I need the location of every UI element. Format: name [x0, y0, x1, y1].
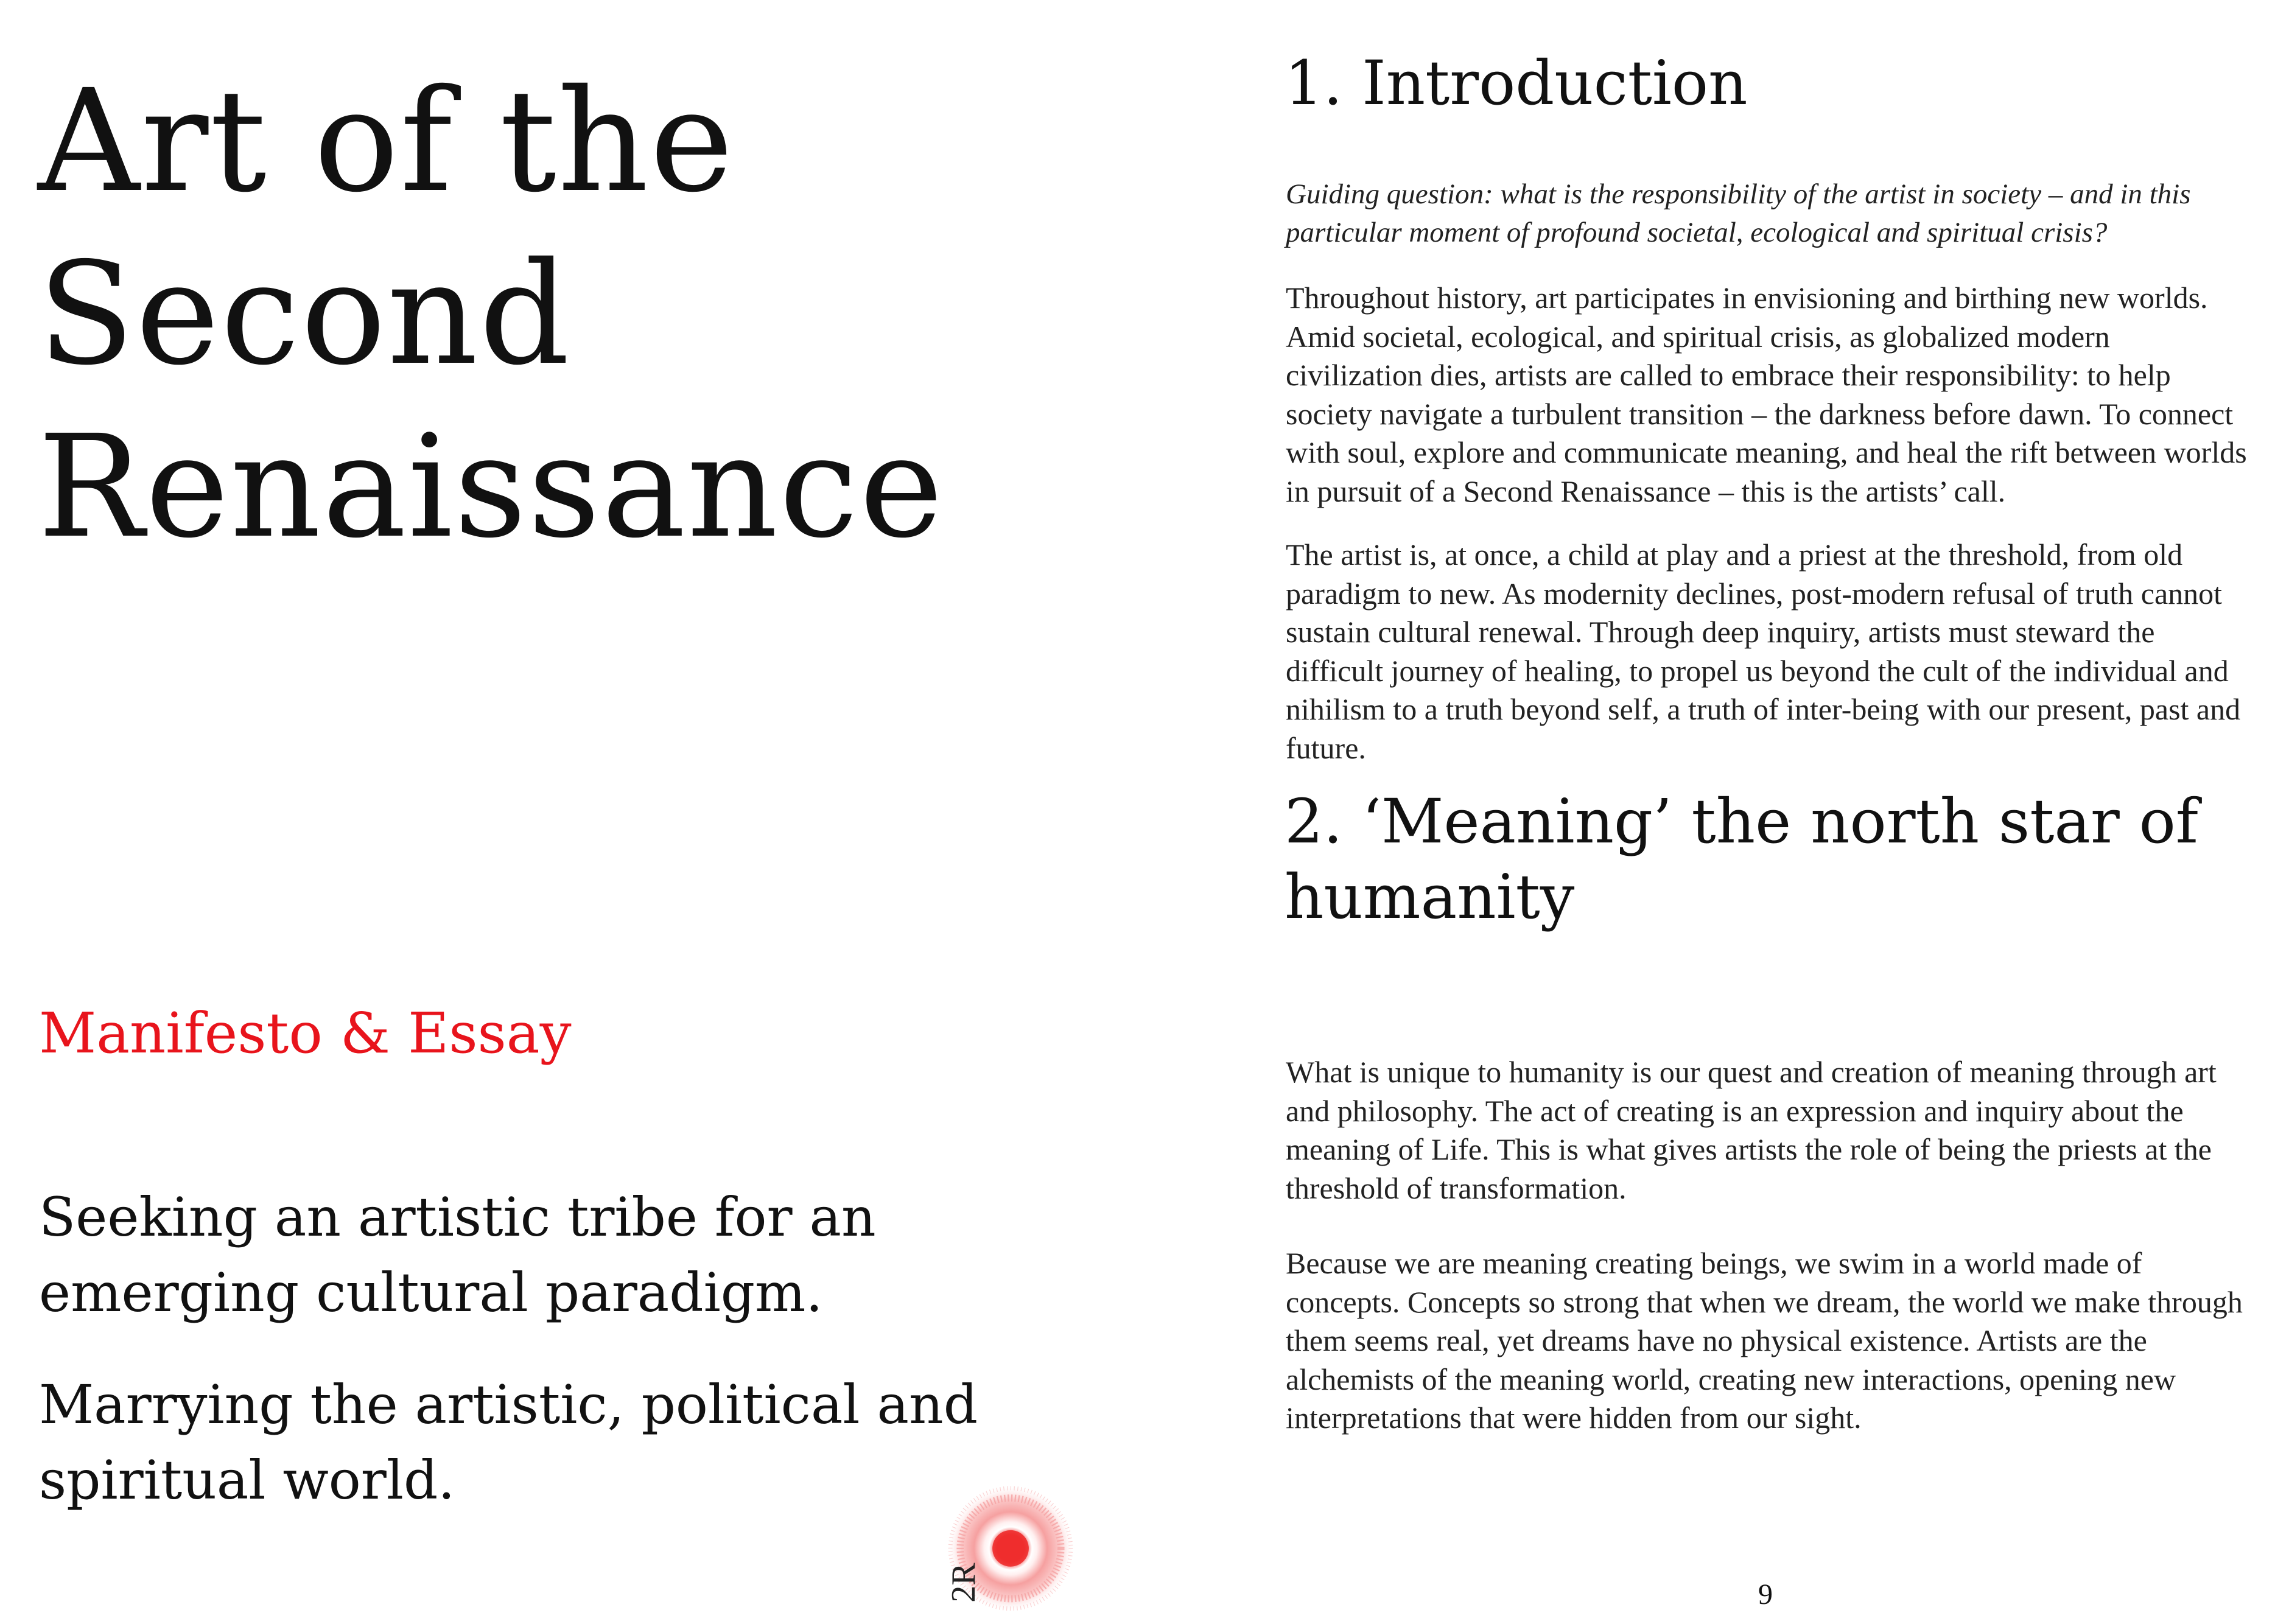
title-line-2: Second [38, 232, 571, 396]
section-2-paragraph-2: Because we are meaning creating beings, we swim in a world made of concepts. Concepts so strong that when we dream, the world we make through them seems real, yet dreams have no physical existence. Artists are the alchemists of the meaning world, creating new interactions, opening new interpretations that were hidden from our sight. [1286, 1246, 2243, 1435]
title-line-3: Renaissance [38, 405, 944, 569]
section-2-paragraph-1: What is unique to humanity is our quest and creation of meaning through art and philosophy. The act of creating is an expression and inquiry about the meaning of Life. This is what gives artists the role of being the priests at the threshold of transformation. [1286, 1055, 2217, 1205]
left-page [0, 0, 1144, 1624]
page-number: 9 [1758, 1578, 1773, 1611]
section-2-heading: 2. ‘Meaning’ the north star of humanity [1285, 786, 2198, 933]
logo-text: 2R [945, 1563, 983, 1603]
section-1-heading: 1. Introduction [1285, 47, 1748, 119]
section-1-paragraph-2: The artist is, at once, a child at play and a priest at the threshold, from old paradigm to new. As modernity declines, post-modern refusal of truth cannot sustain cultural renewal. Through deep inquiry, artists must steward the difficult journey of healing, to propel us beyond the cult of the individual and nihilism to a truth beyond self, a truth of inter-being with our present, past and future. [1286, 537, 2241, 765]
tagline-1: Seeking an artistic tribe for an emerging cultural paradigm. [39, 1186, 876, 1324]
subtitle: Manifesto & Essay [39, 1001, 572, 1066]
right-page [1144, 0, 2289, 1624]
tagline-2: Marrying the artistic, political and spiritual world. [39, 1373, 978, 1511]
main-title [38, 55, 1073, 573]
guiding-question: Guiding question: what is the responsibility of the artist in society – and in this particular moment of profound societal, ecological and spiritual crisis? [1286, 178, 2191, 248]
title-line-1: Art of the [38, 59, 735, 223]
section-1-paragraph-1: Throughout history, art participates in envisioning and birthing new worlds. Amid societal, ecological, and spiritual crisis, as globalized modern civilization dies, artists are called to embrace their responsibility: to help society navigate a turbulent transition – the darkness before dawn. To connect with soul, explore and communicate meaning, and heal the rift between worlds in pursuit of a Second Renaissance – this is the artists’ call. [1286, 281, 2247, 508]
